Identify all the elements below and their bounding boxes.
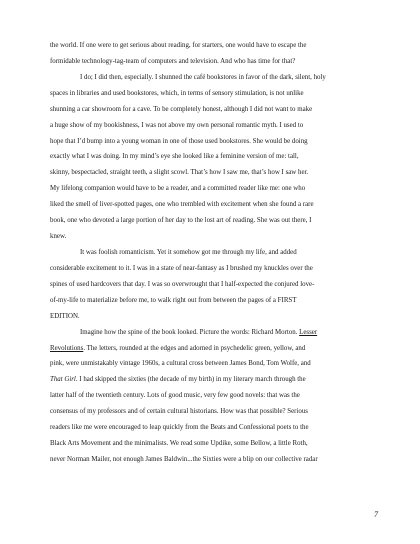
text-line: knew.: [50, 233, 67, 241]
text-line: a huge show of my bookishness, I was not above my own personal romantic myth. I used to: [50, 121, 304, 129]
text-line: pink, were unmistakably vintage 1960s, a cultural cross between James Bond, Tom Wolfe, and: [50, 360, 311, 368]
book-title-revolutions: Revolutions: [50, 344, 84, 352]
text-line: readers like me were encouraged to leap quickly from the Beats and Confessional poets to the: [50, 424, 309, 432]
text-line: consensus of my professors and of certain cultural historians. How was that possible? Serious: [50, 408, 308, 416]
text-line: book, one who devoted a large portion of her day to the lost art of reading. She was out there, I: [50, 217, 312, 225]
text-line: [50, 341, 368, 357]
paragraph-2: [50, 70, 368, 245]
text-line: skinny, bespectacled, straight teeth, a slight scowl. That’s how I saw me, that’s how I saw her.: [50, 169, 309, 177]
paragraph-4: [50, 325, 368, 468]
book-title-lesser: Lesser: [299, 328, 318, 336]
paragraph-1: [50, 38, 368, 70]
text-line: never Norman Mailer, not enough James Baldwin...the Sixties were a blip on our collective radar: [50, 455, 318, 463]
text-run: . The letters, rounded at the edges and adorned in psychedelic green, yellow, and: [83, 344, 306, 352]
text-line: [50, 325, 368, 341]
page-number: 7: [374, 510, 378, 519]
text-line: latter half of the twentieth century. Lots of good music, very few good novels: that was the: [50, 392, 300, 400]
text-line: of-my-life to materialize before me, to walk right out from between the pages of a FIRST: [50, 296, 297, 304]
text-line: hope that I’d bump into a young woman in one of those used bookstores. She would be doing: [50, 137, 308, 145]
text-line: considerable excitement to it. I was in a state of near-fantasy as I brushed my knuckles over the: [50, 264, 313, 272]
text-run: . I had skipped the sixties (the decade of my birth) in my literary march through the: [75, 376, 306, 384]
italic-title-that-girl: That Girl: [50, 376, 76, 384]
text-line: [50, 372, 368, 388]
text-line: I do; I did then, especially. I shunned the café bookstores in favor of the dark, silent, holy: [80, 73, 326, 81]
text-line: EDITION.: [50, 312, 80, 320]
text-line: My lifelong companion would have to be a reader, and a committed reader like me: one who: [50, 185, 306, 193]
text-line: shunning a car showroom for a cave. To be completely honest, although I did not want to make: [50, 105, 313, 113]
text-line: Black Arts Movement and the minimalists. We read some Updike, some Bellow, a little Roth,: [50, 440, 308, 448]
text-line: the world. If one were to get serious about reading, for starters, one would have to escape the: [50, 42, 307, 49]
text-line: exactly what I was doing. In my mind’s eye she looked like a feminine version of me: tall,: [50, 153, 299, 161]
body-text: [50, 38, 368, 468]
paragraph-3: [50, 245, 368, 325]
text-line: liked the smell of liver-spotted pages, one who trembled with excitement when she found a rare: [50, 201, 314, 209]
text-line: spines of used hardcovers that day. I was so overwrought that I half-expected the conjured love-: [50, 280, 315, 288]
text-line: It was foolish romanticism. Yet it somehow got me through my life, and added: [80, 248, 297, 256]
text-line: formidable technology-tag-team of computers and television. And who has time for that?: [50, 57, 296, 65]
text-line: spaces in libraries and used bookstores, which, in terms of sensory stimulation, is not unlike: [50, 89, 304, 97]
text-run: Imagine how the spine of the book looked. Picture the words: Richard Morton.: [80, 328, 300, 336]
